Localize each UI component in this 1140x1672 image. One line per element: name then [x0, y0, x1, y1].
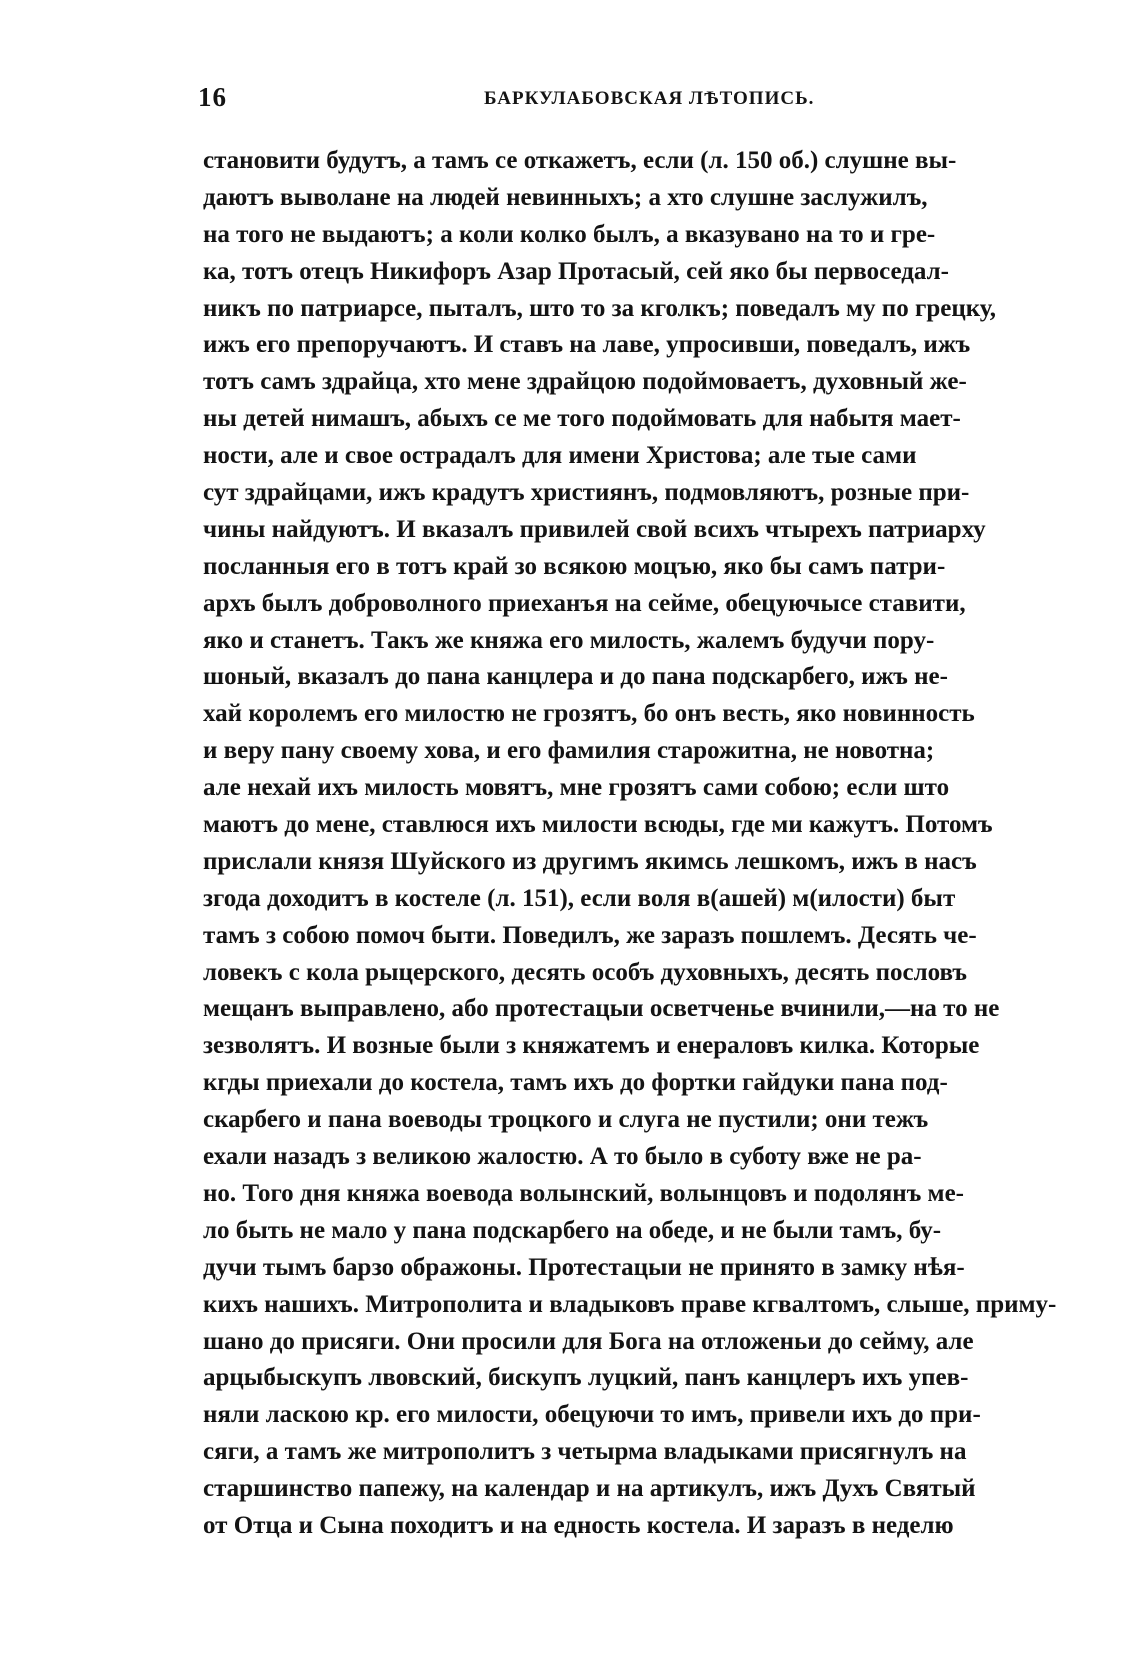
text-line: маютъ до мене, ставлюся ихъ милости всюды, где ми кажутъ. Потомъ: [203, 811, 993, 839]
text-line: але нехай ихъ милость мовятъ, мне грозятъ сами собою; если што: [203, 774, 950, 802]
text-line: ижъ его препоручаютъ. И ставъ на лаве, упросивши, поведалъ, ижъ: [203, 331, 971, 359]
text-line: кгды приехали до костела, тамъ ихъ до фортки гайдуки пана под-: [203, 1069, 948, 1097]
text-line: яко и станетъ. Такъ же княжа его милость, жалемъ будучи пору-: [203, 626, 935, 654]
text-line: ехали назадъ з великою жалостю. А то было в суботу вже не ра-: [203, 1143, 922, 1171]
text-line: мещанъ выправлено, або протестацыи осветченье вчинили,—на то не: [203, 995, 1000, 1023]
text-line: тамъ з собою помоч быти. Поведилъ, же заразъ пошлемъ. Десять че-: [203, 921, 977, 949]
page-number: 16: [198, 82, 227, 112]
text-line: но. Того дня княжа воевода волынский, волынцовъ и подолянъ ме-: [203, 1179, 964, 1207]
text-line: от Отца и Сына походитъ и на едность костела. И заразъ в неделю: [203, 1511, 954, 1539]
text-line: прислали князя Шуйского из другимъ якимсь лешкомъ, ижъ в насъ: [203, 847, 977, 875]
text-line: дучи тымъ барзо ображоны. Протестацыи не принято в замку нѣя-: [203, 1253, 965, 1281]
text-line: згода доходитъ в костеле (л. 151), если воля в(ашей) м(илости) быт: [203, 884, 956, 912]
text-line: посланныя его в тотъ край зо всякою моцъю, яко бы самъ патри-: [203, 552, 946, 580]
text-line: и веру пану своему хова, и его фамилия старожитна, не новотна;: [203, 737, 935, 765]
text-line: даютъ выволане на людей невинныхъ; а хто слушне заслужилъ,: [203, 183, 928, 211]
text-line: ловекъ с кола рыцерского, десять особъ духовныхъ, десять пословъ: [203, 958, 967, 986]
text-line: становити будутъ, а тамъ се откажетъ, если (л. 150 об.) слушне вы-: [203, 147, 957, 174]
text-line: на того не выдаютъ; а коли колко былъ, а вказувано на то и гре-: [203, 220, 936, 248]
text-line: няли ласкою кр. его милости, обецуючи то имъ, привели ихъ до при-: [203, 1401, 981, 1429]
text-line: тотъ самъ здрайца, хто мене здрайцою подоймоваетъ, духовный же-: [203, 368, 967, 396]
text-line: сут здрайцами, ижъ крадутъ християнъ, подмовляютъ, розные при-: [203, 479, 970, 507]
text-line: хай королемъ его милостю не грозятъ, бо онъ весть, яко новинность: [203, 700, 975, 728]
text-line: ны детей нимашъ, абыхъ се ме того подоймовать для набытя мает-: [203, 405, 961, 433]
text-line: кихъ нашихъ. Митрополита и владыковъ праве кгвалтомъ, слыше, приму-: [203, 1290, 1057, 1318]
text-line: шоный, вказалъ до пана канцлера и до пана подскарбего, ижъ не-: [203, 663, 948, 691]
text-line: зезволятъ. И возные были з княжатемъ и енераловъ килка. Которые: [203, 1032, 980, 1060]
text-line: шано до присяги. Они просили для Бога на отложеньи до сейму, але: [203, 1327, 974, 1355]
text-line: чины найдуютъ. И вказалъ привилей свой всихъ чтырехъ патриарху: [203, 515, 986, 543]
text-line: старшинство папежу, на календар и на артикулъ, ижъ Духъ Святый: [203, 1475, 976, 1503]
text-line: архъ былъ доброволного приеханъя на сейме, обецуючысе ставити,: [203, 589, 966, 617]
text-line: ка, тотъ отецъ Никифоръ Азар Протасый, сей яко бы первоседал-: [203, 257, 949, 285]
text-line: никъ по патриарсе, пыталъ, што то за кголкъ; поведалъ му по грецку,: [203, 294, 997, 322]
text-line: сяги, а тамъ же митрополитъ з четырма владыками присягнулъ на: [203, 1438, 967, 1466]
text-line: арцыбыскупъ лвовский, бискупъ луцкий, панъ канцлеръ ихъ упев-: [203, 1364, 969, 1392]
text-line: ности, але и свое острадалъ для имени Христова; але тые сами: [203, 442, 917, 470]
body-text: [203, 143, 1065, 1545]
running-title: БАРКУЛАБОВСКАЯ ЛѢТОПИСЬ.: [484, 88, 815, 109]
text-line: скарбего и пана воеводы троцкого и слуга не пустили; они тежъ: [203, 1106, 929, 1134]
text-line: ло быть не мало у пана подскарбего на обеде, и не были тамъ, бу-: [203, 1216, 942, 1244]
